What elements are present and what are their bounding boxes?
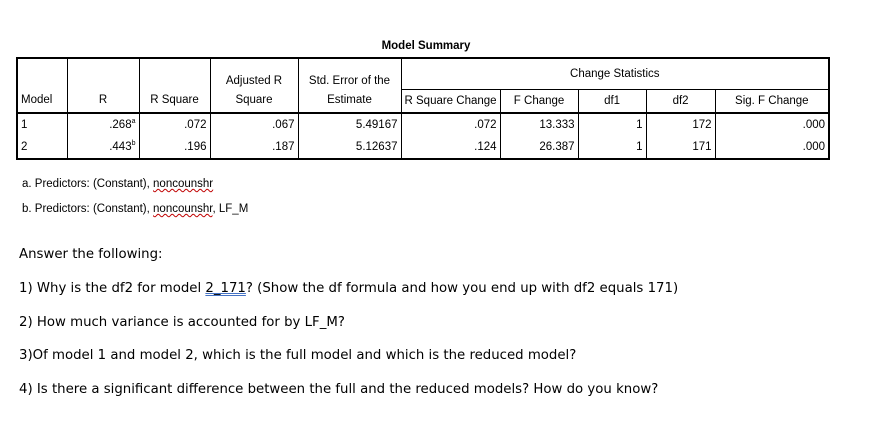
cell-r-value: .443 bbox=[109, 140, 132, 153]
cell-df1: 1 bbox=[578, 136, 646, 159]
table-header-row-1 bbox=[17, 58, 829, 89]
question-4: 4) Is there a significant difference between the full and the reduced models? How do you know? bbox=[19, 382, 659, 397]
question-2: 2) How much variance is accounted for by LF_M? bbox=[19, 315, 345, 330]
footnote-b-prefix: b. Predictors: (Constant), bbox=[22, 203, 154, 215]
table-title: Model Summary bbox=[381, 40, 471, 52]
question-3: 3)Of model 1 and model 2, which is the full model and which is the reduced model? bbox=[19, 348, 577, 363]
header-model: Model bbox=[17, 89, 67, 113]
questions-intro: Answer the following: bbox=[19, 247, 163, 262]
cell-adj-r-square: .067 bbox=[210, 113, 298, 136]
header-r: R bbox=[67, 89, 139, 113]
model-summary-table bbox=[16, 57, 830, 160]
footnote-b-suffix: , LF_M bbox=[212, 203, 249, 215]
cell-r-footnote-mark: a bbox=[131, 118, 136, 126]
footnote-a bbox=[22, 178, 213, 190]
header-f-change: F Change bbox=[500, 89, 578, 113]
header-change-statistics: Change Statistics bbox=[401, 58, 829, 89]
footnote-b bbox=[22, 203, 248, 215]
question-1-suffix: ? (Show the df formula and how you end up with df2 equals 171) bbox=[245, 281, 679, 296]
cell-model: 1 bbox=[17, 113, 67, 136]
question-1-underlined: 2_171 bbox=[205, 281, 246, 296]
header-square: Square bbox=[210, 89, 298, 113]
footnote-b-variable: noncounshr bbox=[153, 203, 213, 215]
cell-r-footnote-mark: b bbox=[131, 140, 136, 148]
cell-r-value: .268 bbox=[109, 118, 132, 131]
footnote-a-variable: noncounshr bbox=[153, 178, 214, 190]
cell-r-square: .196 bbox=[139, 136, 210, 159]
cell-df1: 1 bbox=[578, 113, 646, 136]
header-adjusted-r: Adjusted R bbox=[210, 58, 298, 89]
cell-r-square: .072 bbox=[139, 113, 210, 136]
header-sig-f-change: Sig. F Change bbox=[715, 89, 829, 113]
cell-df2: 172 bbox=[646, 113, 715, 136]
cell-model: 2 bbox=[17, 136, 67, 159]
header-df1: df1 bbox=[578, 89, 646, 113]
cell-r-square-change: .072 bbox=[401, 113, 500, 136]
cell-r bbox=[67, 113, 139, 136]
cell-r bbox=[67, 136, 139, 159]
header-r-square: R Square bbox=[139, 89, 210, 113]
header-estimate: Estimate bbox=[298, 89, 401, 113]
footnote-a-prefix: a. Predictors: (Constant), bbox=[22, 178, 154, 190]
cell-adj-r-square: .187 bbox=[210, 136, 298, 159]
cell-std-error: 5.12637 bbox=[298, 136, 401, 159]
table-row bbox=[17, 136, 829, 159]
header-df2: df2 bbox=[646, 89, 715, 113]
table-header-row-2 bbox=[17, 89, 829, 113]
question-1 bbox=[19, 281, 678, 296]
header-std-error: Std. Error of the bbox=[298, 58, 401, 89]
table-row bbox=[17, 113, 829, 136]
cell-f-change: 13.333 bbox=[500, 113, 578, 136]
cell-std-error: 5.49167 bbox=[298, 113, 401, 136]
cell-sig-f-change: .000 bbox=[715, 113, 829, 136]
header-r-square-change: R Square Change bbox=[401, 89, 500, 113]
cell-r-square-change: .124 bbox=[401, 136, 500, 159]
question-1-prefix: 1) Why is the df2 for model bbox=[19, 281, 206, 296]
cell-sig-f-change: .000 bbox=[715, 136, 829, 159]
cell-f-change: 26.387 bbox=[500, 136, 578, 159]
cell-df2: 171 bbox=[646, 136, 715, 159]
